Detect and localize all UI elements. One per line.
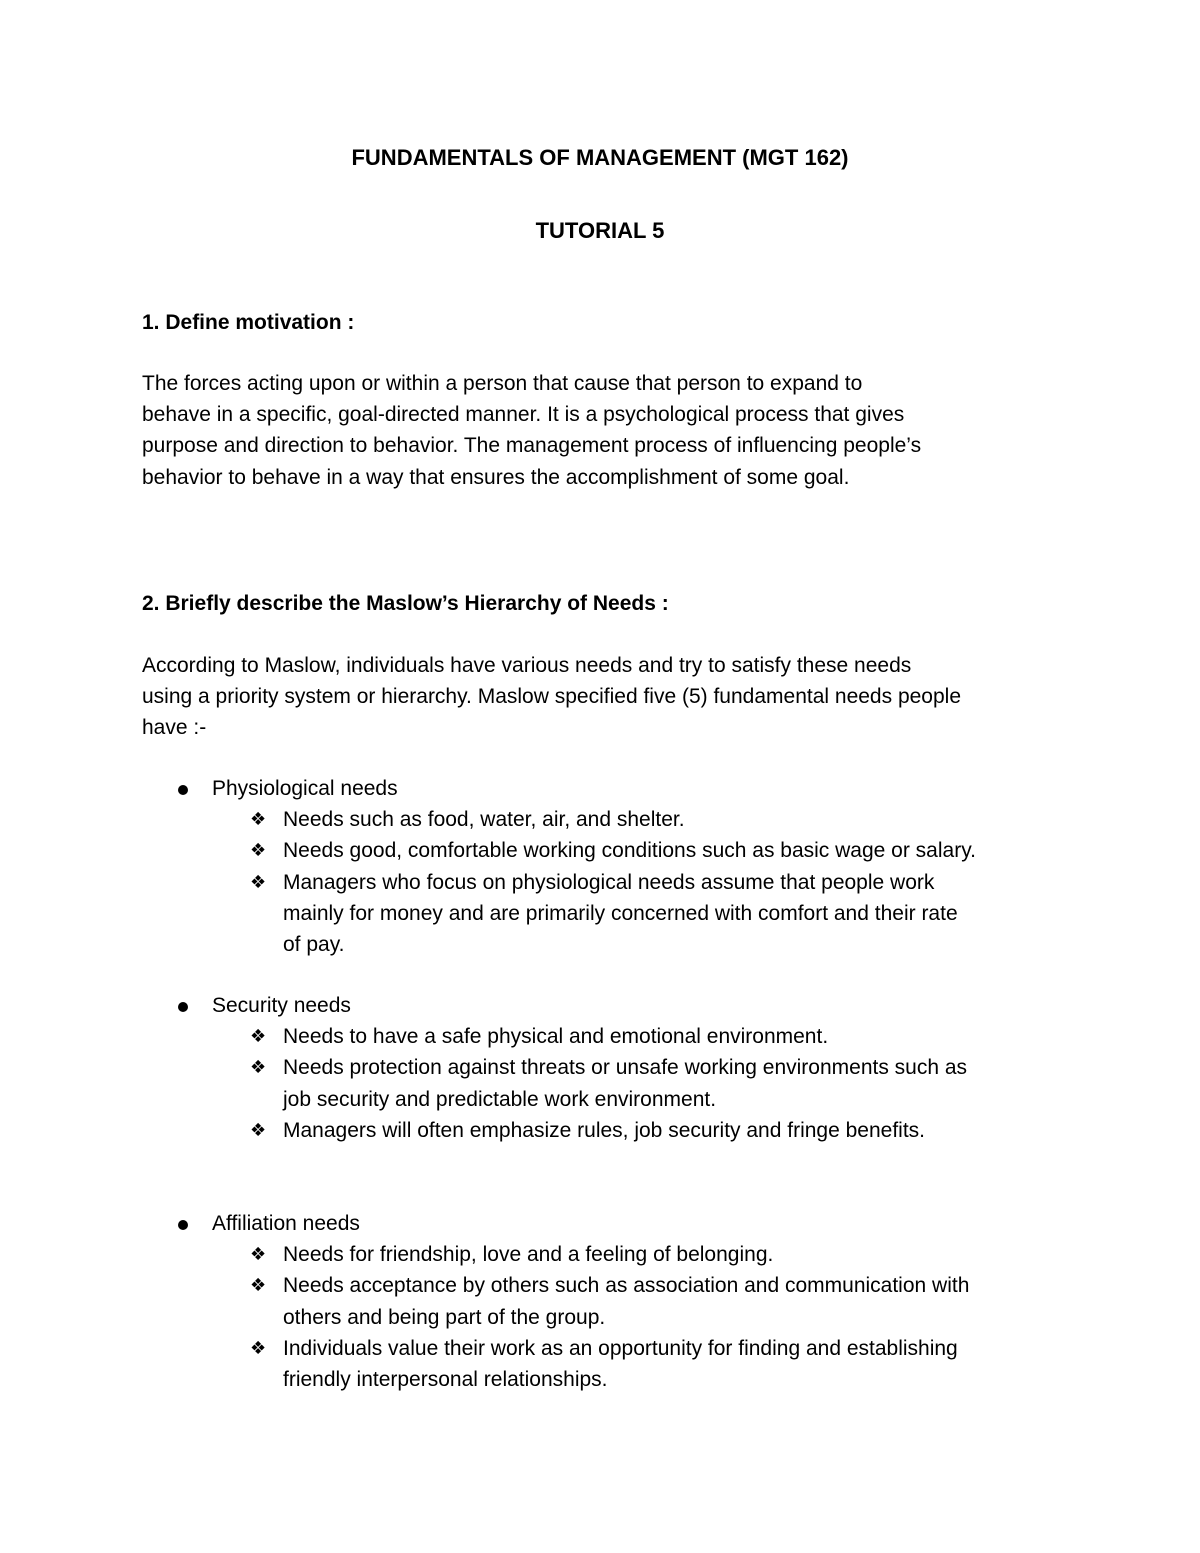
item-line: friendly interpersonal relationships. — [283, 1368, 608, 1392]
item-line: mainly for money and are primarily concerned with comfort and their rate — [283, 901, 958, 925]
four-diamond-bullet-icon: ❖ — [250, 1026, 267, 1048]
need-label-row — [142, 990, 1102, 1021]
item-line: Needs such as food, water, air, and shelter. — [283, 808, 685, 832]
tutorial-heading: TUTORIAL 5 — [535, 218, 665, 243]
list-item — [142, 804, 1102, 835]
list-item — [142, 1270, 1102, 1332]
item-line: Managers who focus on physiological needs assume that people work — [283, 870, 935, 894]
answer-line: behave in a specific, goal-directed manner. It is a psychological process that gives — [142, 403, 905, 427]
answer-line: The forces acting upon or within a person that cause that person to expand to — [142, 372, 863, 395]
intro-line: using a priority system or hierarchy. Maslow specified five (5) fundamental needs people — [142, 685, 961, 709]
four-diamond-bullet-icon: ❖ — [250, 871, 267, 893]
list-item — [142, 1052, 1102, 1114]
four-diamond-bullet-icon: ❖ — [250, 809, 267, 831]
answer-line: behavior to behave in a way that ensures the accomplishment of some goal. — [142, 465, 850, 489]
item-line: Individuals value their work as an opportunity for finding and establishing — [283, 1336, 958, 1360]
need-details-list — [142, 1021, 1102, 1146]
answer-line: purpose and direction to behavior. The management process of influencing people’s — [142, 434, 922, 458]
item-line: Needs for friendship, love and a feeling of belonging. — [283, 1243, 774, 1267]
question-1-answer — [142, 368, 1072, 493]
four-diamond-bullet-icon: ❖ — [250, 1119, 267, 1141]
list-item — [142, 1021, 1102, 1052]
four-diamond-bullet-icon: ❖ — [250, 1057, 267, 1079]
four-diamond-bullet-icon: ❖ — [250, 1244, 267, 1266]
need-label: Security needs — [212, 994, 351, 1017]
intro-line: According to Maslow, individuals have various needs and try to satisfy these needs — [142, 654, 912, 677]
item-line: others and being part of the group. — [283, 1305, 606, 1329]
need-label: Affiliation needs — [212, 1212, 360, 1235]
question-2-heading: 2. Briefly describe the Maslow’s Hierarchy of Needs : — [142, 592, 669, 615]
question-1-heading: 1. Define motivation : — [142, 311, 355, 334]
four-diamond-bullet-icon: ❖ — [250, 840, 267, 862]
need-affiliation — [142, 1208, 1102, 1395]
item-line: Needs protection against threats or unsafe working environments such as — [283, 1056, 968, 1080]
list-item — [142, 867, 1102, 961]
item-line: Needs good, comfortable working conditions such as basic wage or salary. — [283, 839, 976, 863]
question-2-intro — [142, 650, 1072, 744]
need-label-row — [142, 773, 1102, 804]
need-label-row — [142, 1208, 1102, 1239]
intro-line: have :- — [142, 716, 207, 740]
filled-circle-bullet-icon — [178, 1220, 188, 1230]
document-title: FUNDAMENTALS OF MANAGEMENT (MGT 162) — [351, 145, 849, 170]
list-item — [142, 835, 1102, 866]
item-line: of pay. — [283, 933, 345, 957]
item-line: Needs acceptance by others such as association and communication with — [283, 1274, 970, 1298]
item-line: Managers will often emphasize rules, job security and fringe benefits. — [283, 1118, 925, 1142]
filled-circle-bullet-icon — [178, 785, 188, 795]
four-diamond-bullet-icon: ❖ — [250, 1275, 267, 1297]
filled-circle-bullet-icon — [178, 1002, 188, 1012]
item-line: Needs to have a safe physical and emotional environment. — [283, 1025, 829, 1049]
need-physiological — [142, 773, 1102, 960]
list-item — [142, 1239, 1102, 1270]
list-item — [142, 1333, 1102, 1395]
need-details-list — [142, 804, 1102, 960]
need-label: Physiological needs — [212, 777, 398, 800]
four-diamond-bullet-icon: ❖ — [250, 1337, 267, 1359]
need-details-list — [142, 1239, 1102, 1395]
item-line: job security and predictable work environment. — [283, 1087, 717, 1111]
need-security — [142, 990, 1102, 1146]
list-item — [142, 1115, 1102, 1146]
